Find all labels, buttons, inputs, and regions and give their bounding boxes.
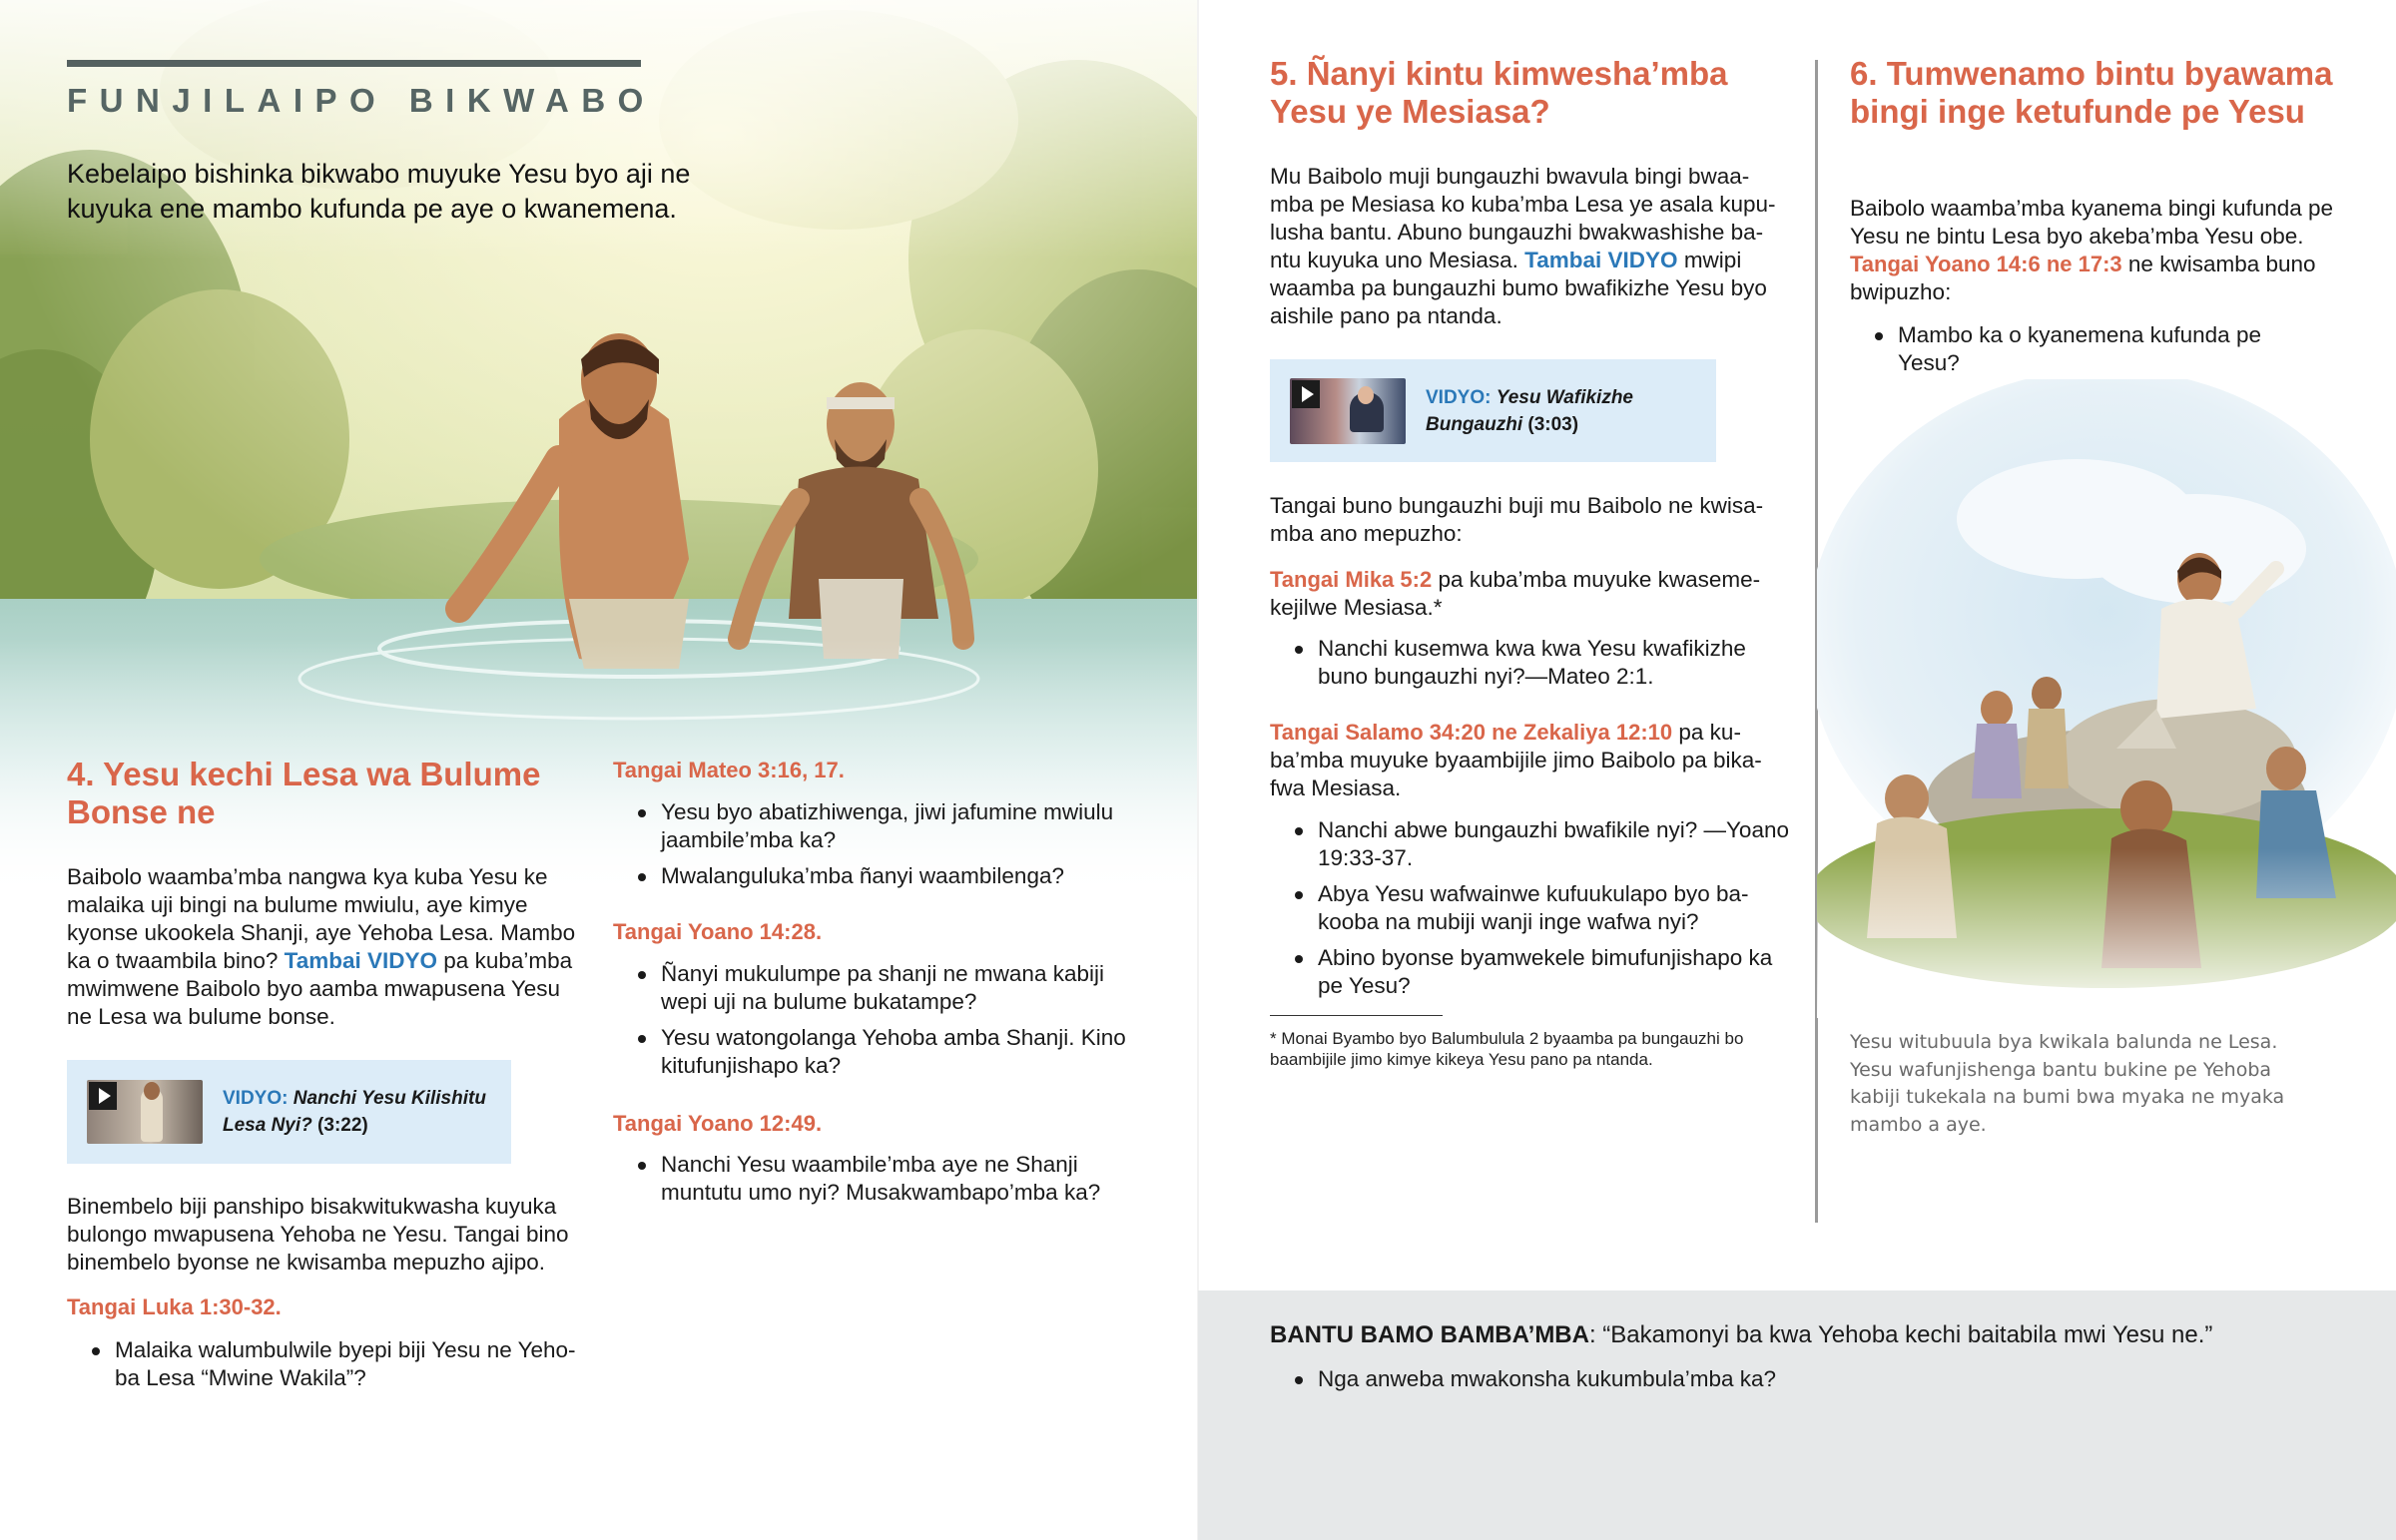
section-4-paragraph — [67, 863, 586, 1031]
section-6-paragraph — [1850, 195, 2349, 306]
others-say-statement — [1270, 1320, 2348, 1350]
video-thumbnail[interactable] — [87, 1080, 203, 1144]
section-5-paragraph — [1270, 163, 1789, 330]
scripture-ref-john-14-28[interactable]: Tangai Yoano 14:28. — [613, 919, 823, 944]
scripture-ref-john-14-6[interactable]: Tangai Yoano 14:6 ne 17:3 — [1850, 252, 2122, 276]
video-thumbnail-2[interactable] — [1290, 378, 1406, 444]
footnote: * Monai Byambo byo Balumbulula 2 byaamba pa bungauzhi bo baambijile jimo kimye kikeya Yesu pano pa ntanda. — [1270, 1029, 1744, 1069]
jesus-teaching-illustration — [1817, 379, 2396, 1018]
scripture-ref-micah[interactable]: Tangai Mika 5:2 — [1270, 567, 1433, 592]
footnote-rule — [1270, 1015, 1443, 1016]
question-item: Yesu byo abatizhiwenga, jiwi jafumine mwiulu jaambile’mba ka? — [613, 798, 1132, 854]
question-item: Nanchi abwe bungauzhi bwafikile nyi? —Yoano 19:33-37. — [1270, 816, 1789, 872]
intro-text: Kebelaipo bishinka bikwabo muyuke Yesu byo aji ne kuyuka ene mambo kufunda pe aye o kwanemena. — [67, 159, 691, 224]
question-item: Nanchi kusemwa kwa kwa Yesu kwafikizhe buno bungauzhi nyi?—Mateo 2:1. — [1270, 635, 1789, 691]
section-4-paragraph-text-2: pa kuba’mba mwimwene Baibolo byo aamba mwapusena Yesu ne Lesa wa bulume bonse. — [67, 948, 573, 1029]
question-item: Yesu watongolanga Yehoba amba Shanji. Kino kitufunjishapo ka? — [613, 1024, 1132, 1080]
watch-video-link-2[interactable]: Tambai VIDYO — [1524, 248, 1678, 272]
question-item: Nanchi Yesu waambile’mba aye ne Shanji muntutu umo nyi? Musakwambapo’mba ka? — [613, 1151, 1132, 1207]
micah-text: pa kuba’mba muyuke kwaseme-kejilwe Mesiasa.* — [1270, 567, 1761, 620]
psalms-text: pa ku-ba’mba muyuke byaambijile jimo Baibolo pa bika-fwa Mesiasa. — [1270, 720, 1762, 800]
question-item: Malaika walumbulwile byepi biji Yesu ne Yeho-ba Lesa “Mwine Wakila”? — [67, 1336, 591, 1392]
question-item: Abino byonse byamwekele bimufunjishapo ka pe Yesu? — [1270, 944, 1789, 1000]
question-list-john-14-28 — [613, 960, 1132, 1088]
scripture-ref-psalms-zechariah[interactable]: Tangai Salamo 34:20 ne Zekaliya 12:10 — [1270, 720, 1673, 745]
others-say-quote: : “Bakamonyi ba kwa Yehoba kechi baitabila mwi Yesu ne.” — [1588, 1321, 2213, 1348]
kicker-rule — [67, 60, 641, 67]
section-4-paragraph-text: Baibolo waamba’mba nangwa kya kuba Yesu ke malaika uji bingi na bulume mwiulu, aye kimye kyonse ukookela Shanji, aye Yehoba Lesa. Mambo ka o twaambila bino? — [67, 864, 576, 973]
psalms-paragraph — [1270, 719, 1789, 802]
video-card-jesus-god[interactable] — [67, 1060, 511, 1164]
section-6-paragraph-text-2: ne kwisamba buno bwipuzho: — [1850, 252, 2316, 304]
others-say-questions — [1270, 1365, 2168, 1401]
kicker-title: FUNJILAIPO BIKWABO — [67, 82, 656, 119]
scripture-ref-john-12-49[interactable]: Tangai Yoano 12:49. — [613, 1111, 823, 1136]
question-item: Mwalanguluka’mba ñanyi waambilenga? — [613, 862, 1132, 890]
question-item: Mambo ka o kyanemena kufunda pe Yesu? — [1850, 321, 2309, 377]
section-6-title: 6. Tumwenamo bintu byawama bingi inge ketufunde pe Yesu — [1850, 55, 2333, 130]
section-4-paragraph-2: Binembelo biji panshipo bisakwitukwasha kuyuka bulongo mwapusena Yehoba ne Yesu. Tangai bino binembelo byonse ne kwisamba mepuzho ajipo. — [67, 1194, 569, 1275]
illustration-caption: Yesu witubuula bya kwikala balunda ne Lesa. Yesu wafunjishenga bantu bukine pe Yehoba kabiji tukekala na bumi bwa myaka ne myaka mambo a aye. — [1850, 1031, 2285, 1136]
video-label-2: VIDYO: Yesu Wafikizhe Bungauzhi (3:03) — [1426, 386, 1634, 435]
video-card-prophecies[interactable] — [1270, 359, 1716, 462]
question-item: Abya Yesu wafwainwe kufuukulapo byo ba-kooba na mubiji wanji inge wafwa nyi? — [1270, 880, 1789, 936]
video-label: VIDYO: Nanchi Yesu Kilishitu Lesa Nyi? (3:22) — [223, 1088, 486, 1136]
section-4-title: 4. Yesu kechi Lesa wa Bulume Bonse ne — [67, 756, 541, 830]
question-item: Ñanyi mukulumpe pa shanji ne mwana kabiji wepi uji na bulume bukatampe? — [613, 960, 1132, 1016]
question-list-section-6 — [1850, 321, 2309, 385]
question-list-micah — [1270, 635, 1789, 699]
section-5-paragraph-text-2: mwipi waamba pa bungauzhi bumo bwafikizhe Yesu byo aishile pano pa ntanda. — [1270, 248, 1767, 328]
micah-paragraph — [1270, 566, 1789, 622]
watch-video-link[interactable]: Tambai VIDYO — [284, 948, 438, 973]
section-5-paragraph-text: Mu Baibolo muji bungauzhi bwavula bingi bwaa-mba pe Mesiasa ko kuba’mba Lesa ye asala kupu-lusha bantu. Abuno bungauzhi bwakwashishe ba-ntu kuyuka uno Mesiasa. — [1270, 164, 1776, 272]
scripture-ref-luke[interactable]: Tangai Luka 1:30-32. — [67, 1294, 282, 1319]
section-5-paragraph-2: Tangai buno bungauzhi buji mu Baibolo ne kwisa-mba ano mepuzho: — [1270, 493, 1764, 546]
others-say-label: BANTU BAMO BAMBA’MBA — [1270, 1321, 1589, 1348]
question-list-matthew — [613, 798, 1132, 898]
section-5-title: 5. Ñanyi kintu kimwesha’mba Yesu ye Mesiasa? — [1270, 55, 1728, 130]
question-list-john-12-49 — [613, 1151, 1132, 1215]
play-icon[interactable] — [1292, 380, 1320, 408]
scripture-ref-matthew[interactable]: Tangai Mateo 3:16, 17. — [613, 758, 845, 782]
question-item: Nga anweba mwakonsha kukumbula’mba ka? — [1270, 1365, 2168, 1393]
question-list-luke — [67, 1336, 591, 1400]
question-list-psalms — [1270, 816, 1789, 1008]
section-6-paragraph-text: Baibolo waamba’mba kyanema bingi kufunda pe Yesu ne bintu Lesa byo akeba’mba Yesu obe. — [1850, 196, 2334, 249]
play-icon[interactable] — [89, 1082, 117, 1110]
